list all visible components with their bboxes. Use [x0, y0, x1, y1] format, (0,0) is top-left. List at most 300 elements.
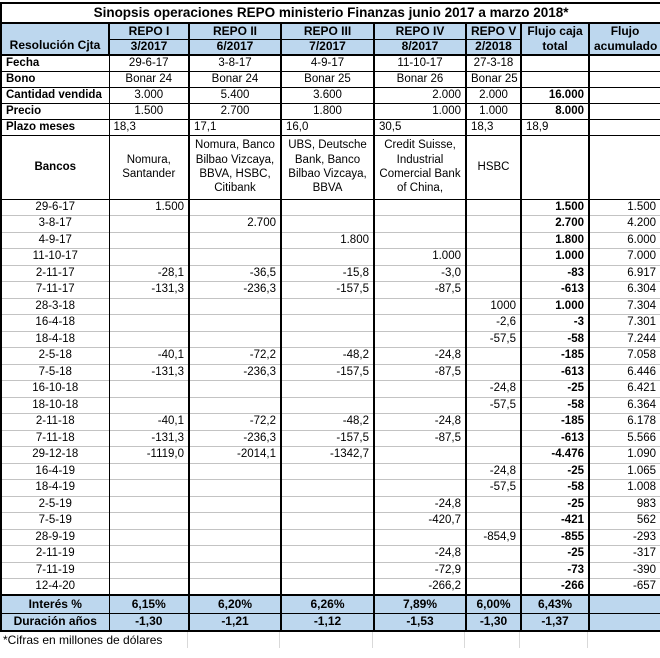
repo-cashflow-value — [374, 298, 466, 315]
repo-cashflow-value — [189, 546, 281, 563]
repo-cashflow-value: -87,5 — [374, 430, 466, 447]
flujo-caja-total-value: 6,43% — [521, 595, 589, 613]
repo-cashflow-value — [374, 447, 466, 464]
date-label: 7-5-19 — [1, 513, 109, 530]
flujo-acumulado-value: -293 — [589, 529, 660, 546]
bancos-list: UBS, Deutsche Bank, Banco Bilbao Vizcaya, BBVA — [281, 135, 374, 199]
repo-cashflow-value — [374, 529, 466, 546]
repo-cashflow-value: -48,2 — [281, 414, 374, 431]
repo-value: 4-9-17 — [281, 55, 374, 71]
col-header-repo-2: REPO II — [189, 23, 281, 39]
repo-cashflow-value — [109, 480, 189, 497]
summary-row — [1, 595, 660, 613]
repo-cashflow-value — [109, 397, 189, 414]
flujo-caja-total-value: -185 — [521, 348, 589, 365]
date-label: 18-4-18 — [1, 331, 109, 348]
flujo-acumulado-value: 6.421 — [589, 381, 660, 398]
col-header-resolucion-3: 7/2017 — [281, 39, 374, 55]
flujo-caja-total-value: -185 — [521, 414, 589, 431]
repo-cashflow-value — [189, 496, 281, 513]
repo-cashflow-value: -2014,1 — [189, 447, 281, 464]
date-label: 29-12-18 — [1, 447, 109, 464]
repo-cashflow-value: -236,3 — [189, 282, 281, 299]
row-label: Bancos — [1, 135, 109, 199]
row-label: Interés % — [1, 595, 109, 613]
cashflow-row — [1, 414, 660, 431]
date-label: 3-8-17 — [1, 216, 109, 233]
repo-cashflow-value — [466, 199, 521, 216]
date-label: 2-11-17 — [1, 265, 109, 282]
flujo-acumulado-value: 4.200 — [589, 216, 660, 233]
date-label: 28-3-18 — [1, 298, 109, 315]
date-label: 2-5-18 — [1, 348, 109, 365]
repo-cashflow-value: 1.800 — [281, 232, 374, 249]
flujo-caja-total-value: -25 — [521, 463, 589, 480]
date-label: 7-11-17 — [1, 282, 109, 299]
info-row — [1, 119, 660, 135]
repo-cashflow-value — [466, 265, 521, 282]
repo-cashflow-value: -131,3 — [109, 282, 189, 299]
repo-cashflow-value: -24,8 — [374, 496, 466, 513]
flujo-caja-total-value: -25 — [521, 496, 589, 513]
flujo-acumulado-line2: acumulado — [594, 39, 658, 53]
repo-value: 30,5 — [374, 119, 466, 135]
repo-cashflow-value — [281, 463, 374, 480]
repo-cashflow-value — [189, 315, 281, 332]
repo-cashflow-value: -87,5 — [374, 364, 466, 381]
repo-cashflow-value — [281, 579, 374, 596]
summary-value: 7,89% — [374, 595, 466, 613]
flujo-caja-total-value: -4.476 — [521, 447, 589, 464]
repo-operations-table — [0, 2, 660, 632]
repo-cashflow-value — [281, 562, 374, 579]
repo-value: 1.000 — [374, 103, 466, 119]
repo-cashflow-value — [281, 331, 374, 348]
cashflow-row — [1, 529, 660, 546]
flujo-acumulado-value: 1.090 — [589, 447, 660, 464]
date-label: 16-4-18 — [1, 315, 109, 332]
cashflow-row — [1, 562, 660, 579]
cashflow-row — [1, 282, 660, 299]
repo-cashflow-value — [189, 463, 281, 480]
repo-cashflow-value — [466, 348, 521, 365]
cashflow-row — [1, 397, 660, 414]
repo-cashflow-value: -87,5 — [374, 282, 466, 299]
flujo-caja-total-value: 1.000 — [521, 298, 589, 315]
repo-cashflow-value — [374, 397, 466, 414]
repo-cashflow-value: -72,2 — [189, 348, 281, 365]
repo-cashflow-value: -36,5 — [189, 265, 281, 282]
summary-value: -1,30 — [109, 613, 189, 631]
cashflow-row — [1, 249, 660, 266]
repo-cashflow-value — [281, 546, 374, 563]
cashflow-row — [1, 447, 660, 464]
flujo-acumulado-value: 7.058 — [589, 348, 660, 365]
repo-value: 27-3-18 — [466, 55, 521, 71]
date-label: 12-4-20 — [1, 579, 109, 596]
info-row — [1, 103, 660, 119]
cashflow-row — [1, 546, 660, 563]
footnote-text: *Cifras en millones de dólares — [3, 633, 163, 647]
date-label: 18-4-19 — [1, 480, 109, 497]
summary-value: -1,21 — [189, 613, 281, 631]
flujo-caja-total-value: 2.700 — [521, 216, 589, 233]
repo-cashflow-value — [466, 249, 521, 266]
bancos-row — [1, 135, 660, 199]
repo-value: 16,0 — [281, 119, 374, 135]
repo-cashflow-value: -157,5 — [281, 430, 374, 447]
repo-cashflow-value: -15,8 — [281, 265, 374, 282]
flujo-caja-total-value: 18,9 — [521, 119, 589, 135]
repo-cashflow-value: -28,1 — [109, 265, 189, 282]
flujo-caja-total-value: -421 — [521, 513, 589, 530]
repo-cashflow-value — [281, 249, 374, 266]
repo-cashflow-value: -40,1 — [109, 348, 189, 365]
flujo-acumulado-value — [589, 595, 660, 613]
repo-cashflow-value — [466, 579, 521, 596]
table-title: Sinopsis operaciones REPO ministerio Finanzas junio 2017 a marzo 2018* — [1, 3, 660, 23]
flujo-acumulado-value: 6.917 — [589, 265, 660, 282]
date-label: 2-11-19 — [1, 546, 109, 563]
col-header-repo-4: REPO IV — [374, 23, 466, 39]
flujo-caja-total-value: -58 — [521, 331, 589, 348]
repo-cashflow-value: -131,3 — [109, 430, 189, 447]
repo-cashflow-value — [466, 364, 521, 381]
date-label: 7-11-18 — [1, 430, 109, 447]
repo-cashflow-value: -157,5 — [281, 364, 374, 381]
repo-cashflow-value: -24,8 — [374, 414, 466, 431]
col-header-resolucion-5: 2/2018 — [466, 39, 521, 55]
cashflow-row — [1, 364, 660, 381]
repo-value: 2.700 — [189, 103, 281, 119]
flujo-caja-total-value: 8.000 — [521, 103, 589, 119]
repo-value: 5.400 — [189, 87, 281, 103]
repo-cashflow-value — [374, 315, 466, 332]
flujo-caja-total-value: 1.500 — [521, 199, 589, 216]
cashflow-row — [1, 579, 660, 596]
summary-value: -1,30 — [466, 613, 521, 631]
summary-value: -1,12 — [281, 613, 374, 631]
repo-cashflow-value: -420,7 — [374, 513, 466, 530]
repo-value: 29-6-17 — [109, 55, 189, 71]
cashflow-row — [1, 199, 660, 216]
repo-value: Bonar 24 — [109, 71, 189, 87]
col-header-repo-3: REPO III — [281, 23, 374, 39]
row-label: Duración años — [1, 613, 109, 631]
flujo-caja-line2: total — [542, 39, 568, 53]
repo-cashflow-value — [189, 513, 281, 530]
cashflow-row — [1, 331, 660, 348]
repo-cashflow-value — [466, 546, 521, 563]
col-header-resolucion-4: 8/2017 — [374, 39, 466, 55]
flujo-acumulado-value — [589, 87, 660, 103]
cashflow-row — [1, 513, 660, 530]
repo-cashflow-value — [189, 232, 281, 249]
repo-cashflow-value — [109, 298, 189, 315]
date-label: 28-9-19 — [1, 529, 109, 546]
repo-cashflow-value — [281, 496, 374, 513]
repo-cashflow-value — [109, 562, 189, 579]
repo-value: 2.000 — [374, 87, 466, 103]
repo-cashflow-value: -40,1 — [109, 414, 189, 431]
flujo-caja-total-value — [521, 71, 589, 87]
repo-cashflow-value — [374, 331, 466, 348]
repo-cashflow-value — [109, 249, 189, 266]
repo-cashflow-value — [466, 216, 521, 233]
repo-cashflow-value — [189, 249, 281, 266]
cashflow-row — [1, 216, 660, 233]
repo-cashflow-value — [281, 199, 374, 216]
info-row — [1, 87, 660, 103]
repo-cashflow-value — [109, 513, 189, 530]
repo-cashflow-value — [189, 397, 281, 414]
repo-cashflow-value: -24,8 — [466, 463, 521, 480]
flujo-acumulado-value: 983 — [589, 496, 660, 513]
col-header-repo-1: REPO I — [109, 23, 189, 39]
repo-cashflow-value — [109, 331, 189, 348]
repo-cashflow-value — [109, 496, 189, 513]
repo-cashflow-value — [281, 480, 374, 497]
repo-cashflow-value — [281, 315, 374, 332]
repo-cashflow-value: -72,2 — [189, 414, 281, 431]
flujo-acumulado-value: 6.364 — [589, 397, 660, 414]
footnote-row — [0, 632, 660, 648]
repo-cashflow-value: -854,9 — [466, 529, 521, 546]
summary-value: -1,53 — [374, 613, 466, 631]
cashflow-row — [1, 265, 660, 282]
repo-cashflow-value — [466, 447, 521, 464]
date-label: 4-9-17 — [1, 232, 109, 249]
flujo-acumulado-value: -317 — [589, 546, 660, 563]
flujo-acumulado-value: -657 — [589, 579, 660, 596]
flujo-acumulado-value: 6.000 — [589, 232, 660, 249]
info-row — [1, 71, 660, 87]
repo-cashflow-value: -266,2 — [374, 579, 466, 596]
repo-cashflow-value: -3,0 — [374, 265, 466, 282]
col-header-repo-5: REPO V — [466, 23, 521, 39]
flujo-caja-total-value: -25 — [521, 546, 589, 563]
flujo-acumulado-value — [589, 71, 660, 87]
summary-value: 6,20% — [189, 595, 281, 613]
date-label: 2-5-19 — [1, 496, 109, 513]
repo-cashflow-value: -24,8 — [466, 381, 521, 398]
repo-cashflow-value — [189, 529, 281, 546]
bancos-list: HSBC — [466, 135, 521, 199]
repo-value: 1.500 — [109, 103, 189, 119]
repo-value: 1.000 — [466, 103, 521, 119]
repo-cashflow-value — [109, 579, 189, 596]
col-header-resolucion-1: 3/2017 — [109, 39, 189, 55]
col-header-resolucion-cjta: Resolución Cjta — [1, 23, 109, 55]
repo-value: 3.600 — [281, 87, 374, 103]
flujo-acumulado-value — [589, 103, 660, 119]
repo-cashflow-value — [109, 381, 189, 398]
date-label: 7-11-19 — [1, 562, 109, 579]
flujo-caja-total-value: -58 — [521, 397, 589, 414]
repo-cashflow-value — [189, 199, 281, 216]
repo-cashflow-value — [374, 381, 466, 398]
flujo-caja-total-value: -855 — [521, 529, 589, 546]
flujo-acumulado-value — [589, 135, 660, 199]
summary-value: 6,00% — [466, 595, 521, 613]
repo-cashflow-value — [109, 463, 189, 480]
repo-cashflow-value: 1.000 — [374, 249, 466, 266]
cashflow-row — [1, 496, 660, 513]
repo-cashflow-value — [466, 562, 521, 579]
cashflow-row — [1, 430, 660, 447]
repo-cashflow-value: -57,5 — [466, 397, 521, 414]
summary-value: 6,26% — [281, 595, 374, 613]
repo-cashflow-value: -24,8 — [374, 546, 466, 563]
repo-cashflow-value: -131,3 — [109, 364, 189, 381]
repo-cashflow-value — [189, 480, 281, 497]
flujo-acumulado-value: 7.304 — [589, 298, 660, 315]
cashflow-row — [1, 348, 660, 365]
repo-cashflow-value — [109, 546, 189, 563]
flujo-acumulado-value: 7.244 — [589, 331, 660, 348]
repo-cashflow-value — [281, 298, 374, 315]
repo-value: 3.000 — [109, 87, 189, 103]
flujo-caja-total-value: -58 — [521, 480, 589, 497]
flujo-caja-total-value: -25 — [521, 381, 589, 398]
flujo-acumulado-value: 7.000 — [589, 249, 660, 266]
repo-cashflow-value — [374, 216, 466, 233]
date-label: 2-11-18 — [1, 414, 109, 431]
repo-value: Bonar 24 — [189, 71, 281, 87]
flujo-caja-total-value: -83 — [521, 265, 589, 282]
repo-cashflow-value: -157,5 — [281, 282, 374, 299]
flujo-acumulado-value: 6.304 — [589, 282, 660, 299]
repo-cashflow-value — [281, 397, 374, 414]
info-row — [1, 55, 660, 71]
flujo-caja-total-value: -1,37 — [521, 613, 589, 631]
flujo-acumulado-line1: Flujo — [610, 24, 640, 38]
repo-cashflow-value — [189, 331, 281, 348]
title-row — [1, 3, 660, 23]
repo-cashflow-value — [374, 232, 466, 249]
repo-cashflow-value: -57,5 — [466, 480, 521, 497]
repo-value: 18,3 — [466, 119, 521, 135]
repo-cashflow-value: -57,5 — [466, 331, 521, 348]
repo-cashflow-value: -236,3 — [189, 364, 281, 381]
bancos-list: Nomura, Banco Bilbao Vizcaya, BBVA, HSBC, Citibank — [189, 135, 281, 199]
date-label: 11-10-17 — [1, 249, 109, 266]
repo-cashflow-value — [281, 529, 374, 546]
repo-cashflow-value: -24,8 — [374, 348, 466, 365]
repo-value: 2.000 — [466, 87, 521, 103]
repo-cashflow-value — [189, 562, 281, 579]
bancos-list: Credit Suisse, Industrial Comercial Bank of China, — [374, 135, 466, 199]
repo-cashflow-value — [466, 232, 521, 249]
repo-cashflow-value — [109, 232, 189, 249]
repo-value: 1.800 — [281, 103, 374, 119]
date-label: 18-10-18 — [1, 397, 109, 414]
flujo-acumulado-value — [589, 119, 660, 135]
repo-value: Bonar 25 — [281, 71, 374, 87]
repo-value: 17,1 — [189, 119, 281, 135]
repo-value: Bonar 26 — [374, 71, 466, 87]
repo-cashflow-value: 2.700 — [189, 216, 281, 233]
flujo-acumulado-value — [589, 613, 660, 631]
flujo-acumulado-value: 6.178 — [589, 414, 660, 431]
col-header-flujo-acumulado — [589, 23, 660, 55]
summary-row — [1, 613, 660, 631]
row-label: Plazo meses — [1, 119, 109, 135]
repo-cashflow-value — [281, 381, 374, 398]
repo-value: Bonar 25 — [466, 71, 521, 87]
flujo-caja-line1: Flujo caja — [527, 24, 583, 38]
cashflow-row — [1, 232, 660, 249]
repo-cashflow-value — [189, 298, 281, 315]
cashflow-row — [1, 315, 660, 332]
repo-cashflow-value — [281, 513, 374, 530]
repo-value: 3-8-17 — [189, 55, 281, 71]
flujo-acumulado-value — [589, 55, 660, 71]
date-label: 29-6-17 — [1, 199, 109, 216]
repo-value: 18,3 — [109, 119, 189, 135]
cashflow-row — [1, 480, 660, 497]
flujo-caja-total-value: -266 — [521, 579, 589, 596]
cashflow-row — [1, 381, 660, 398]
repo-cashflow-value: -1119,0 — [109, 447, 189, 464]
repo-cashflow-value — [374, 199, 466, 216]
row-label: Precio — [1, 103, 109, 119]
flujo-caja-total-value — [521, 135, 589, 199]
flujo-caja-total-value: -613 — [521, 364, 589, 381]
flujo-acumulado-value: 1.500 — [589, 199, 660, 216]
flujo-caja-total-value: 1.800 — [521, 232, 589, 249]
flujo-caja-total-value — [521, 55, 589, 71]
row-label: Bono — [1, 71, 109, 87]
col-header-resolucion-2: 6/2017 — [189, 39, 281, 55]
repo-cashflow-value — [109, 216, 189, 233]
repo-cashflow-value: -2,6 — [466, 315, 521, 332]
repo-cashflow-value — [374, 463, 466, 480]
bancos-list: Nomura, Santander — [109, 135, 189, 199]
repo-cashflow-value: 1000 — [466, 298, 521, 315]
repo-cashflow-value: -72,9 — [374, 562, 466, 579]
repo-cashflow-value — [189, 579, 281, 596]
flujo-caja-total-value: 16.000 — [521, 87, 589, 103]
summary-value: 6,15% — [109, 595, 189, 613]
flujo-caja-total-value: 1.000 — [521, 249, 589, 266]
date-label: 7-5-18 — [1, 364, 109, 381]
repo-cashflow-value — [189, 381, 281, 398]
flujo-acumulado-value: 7.301 — [589, 315, 660, 332]
header-row-repo-names — [1, 23, 660, 39]
repo-cashflow-value — [466, 282, 521, 299]
flujo-caja-total-value: -73 — [521, 562, 589, 579]
repo-cashflow-value: 1.500 — [109, 199, 189, 216]
cashflow-row — [1, 463, 660, 480]
repo-cashflow-value — [466, 430, 521, 447]
cashflow-row — [1, 298, 660, 315]
repo-cashflow-value: -1342,7 — [281, 447, 374, 464]
flujo-acumulado-value: 1.065 — [589, 463, 660, 480]
repo-cashflow-value: -48,2 — [281, 348, 374, 365]
flujo-caja-total-value: -613 — [521, 282, 589, 299]
flujo-acumulado-value: 6.446 — [589, 364, 660, 381]
repo-cashflow-value — [466, 414, 521, 431]
repo-cashflow-value: -236,3 — [189, 430, 281, 447]
date-label: 16-10-18 — [1, 381, 109, 398]
flujo-acumulado-value: 562 — [589, 513, 660, 530]
flujo-caja-total-value: -3 — [521, 315, 589, 332]
repo-cashflow-value — [374, 480, 466, 497]
date-label: 16-4-19 — [1, 463, 109, 480]
flujo-caja-total-value: -613 — [521, 430, 589, 447]
repo-cashflow-value — [466, 513, 521, 530]
